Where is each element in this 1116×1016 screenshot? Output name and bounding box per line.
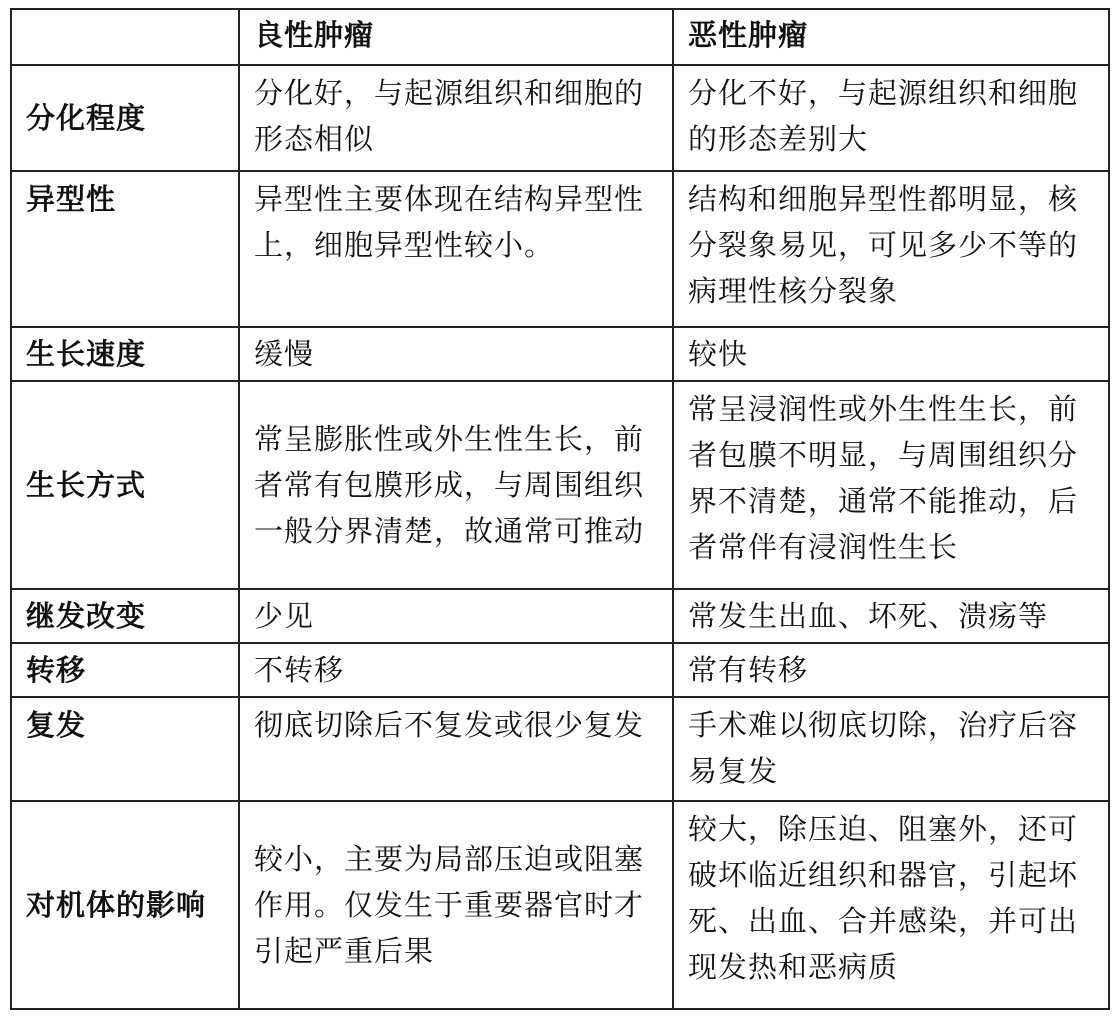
table-row: [11, 643, 1109, 697]
malignant-cell: 常有转移: [673, 643, 1109, 697]
benign-cell: 缓慢: [239, 327, 673, 381]
header-corner-cell: [11, 9, 239, 65]
malignant-cell: 常发生出血、坏死、溃疡等: [673, 589, 1109, 643]
row-label: 分化程度: [11, 65, 239, 171]
table-row: [11, 697, 1109, 801]
malignant-cell: 手术难以彻底切除，治疗后容易复发: [673, 697, 1109, 801]
table-row: [11, 171, 1109, 327]
malignant-cell: 分化不好，与起源组织和细胞的形态差别大: [673, 65, 1109, 171]
row-label: 生长方式: [11, 381, 239, 589]
table-row: [11, 65, 1109, 171]
table-row: [11, 381, 1109, 589]
row-label: 转移: [11, 643, 239, 697]
row-label: 异型性: [11, 171, 239, 327]
malignant-cell: 结构和细胞异型性都明显，核分裂象易见，可见多少不等的病理性核分裂象: [673, 171, 1109, 327]
row-label: 复发: [11, 697, 239, 801]
benign-cell: 较小，主要为局部压迫或阻塞作用。仅发生于重要器官时才引起严重后果: [239, 801, 673, 1009]
header-benign: 良性肿瘤: [239, 9, 673, 65]
malignant-cell: 较大，除压迫、阻塞外，还可破坏临近组织和器官，引起坏死、出血、合并感染，并可出现发热和恶病质: [673, 801, 1109, 1009]
benign-cell: 常呈膨胀性或外生性生长，前者常有包膜形成，与周围组织一般分界清楚，故通常可推动: [239, 381, 673, 589]
row-label: 生长速度: [11, 327, 239, 381]
benign-cell: 异型性主要体现在结构异型性上，细胞异型性较小。: [239, 171, 673, 327]
row-label: 继发改变: [11, 589, 239, 643]
malignant-cell: 较快: [673, 327, 1109, 381]
row-label: 对机体的影响: [11, 801, 239, 1009]
comparison-table: [10, 8, 1110, 1010]
malignant-cell: 常呈浸润性或外生性生长，前者包膜不明显，与周围组织分界不清楚，通常不能推动，后者常伴有浸润性生长: [673, 381, 1109, 589]
benign-cell: 少见: [239, 589, 673, 643]
benign-cell: 彻底切除后不复发或很少复发: [239, 697, 673, 801]
header-row: [11, 9, 1109, 65]
table-row: [11, 589, 1109, 643]
benign-cell: 不转移: [239, 643, 673, 697]
header-malignant: 恶性肿瘤: [673, 9, 1109, 65]
table-row: [11, 327, 1109, 381]
table-row: [11, 801, 1109, 1009]
benign-cell: 分化好，与起源组织和细胞的形态相似: [239, 65, 673, 171]
